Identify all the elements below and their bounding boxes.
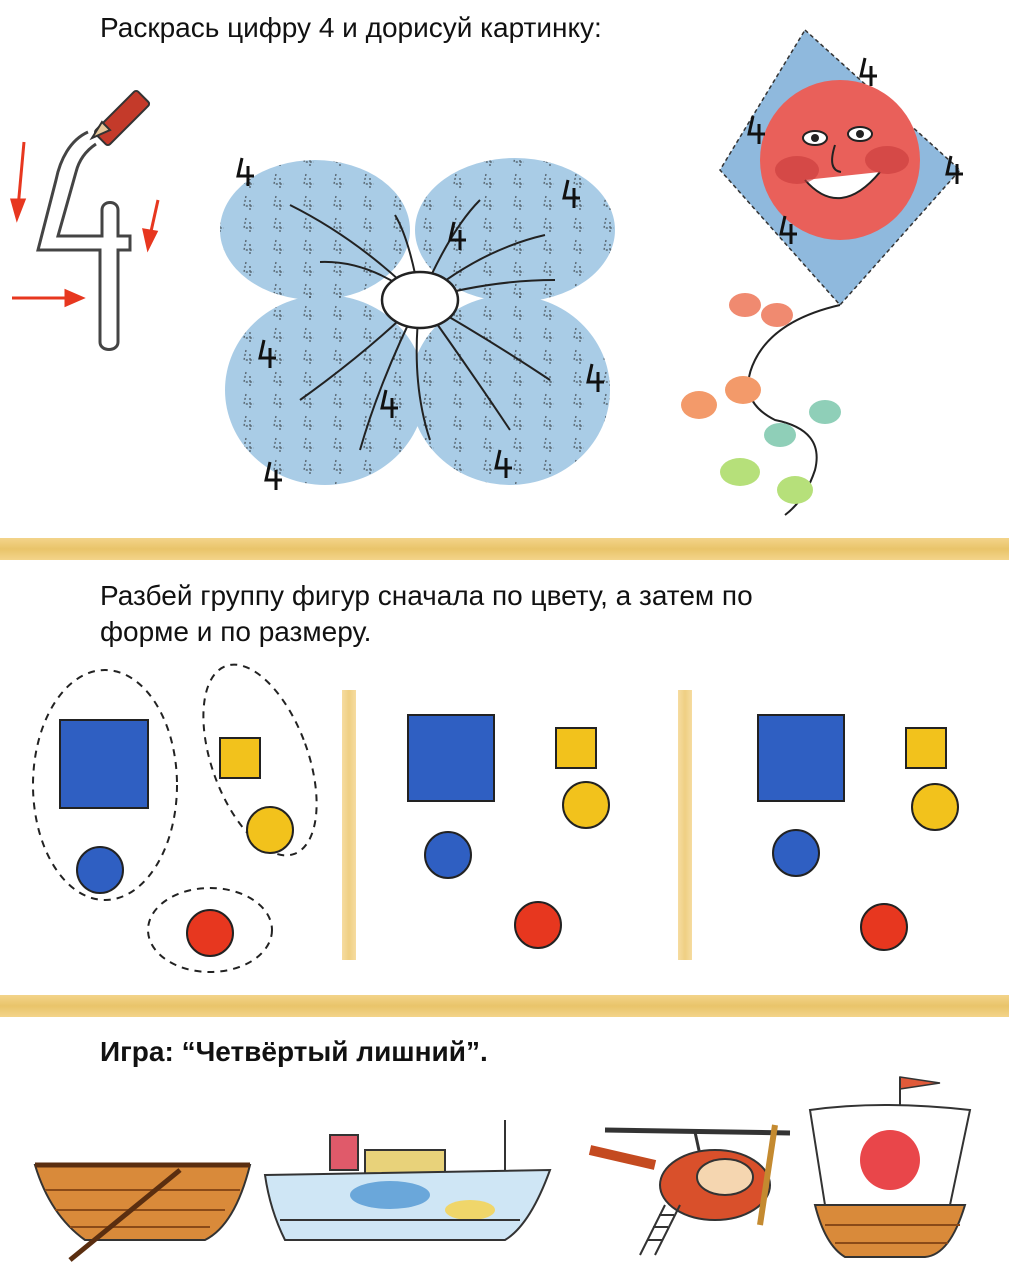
task1-title: Раскрась цифру 4 и дорисуй картинку: bbox=[100, 12, 602, 43]
kite-picture bbox=[665, 20, 985, 520]
panel-divider-2 bbox=[678, 690, 692, 960]
red-circle bbox=[515, 902, 561, 948]
big-blue-square bbox=[60, 720, 148, 808]
yellow-circle bbox=[912, 784, 958, 830]
big-blue-square bbox=[758, 715, 844, 801]
yellow-circle bbox=[563, 782, 609, 828]
digit-4-outline bbox=[38, 132, 130, 350]
digit-4-tracing bbox=[0, 60, 180, 360]
separator-band-2 bbox=[0, 995, 1009, 1017]
rowboat-picture bbox=[30, 1145, 260, 1265]
shapes-panel-3 bbox=[730, 665, 1000, 965]
shapes-panel-2 bbox=[380, 665, 680, 965]
red-arrow-right-down bbox=[144, 200, 158, 248]
butterfly-body bbox=[382, 272, 458, 328]
red-arrow-left bbox=[12, 142, 24, 218]
small-yellow-square bbox=[220, 738, 260, 778]
task2-title-line1: Разбей группу фигур сначала по цвету, а затем по bbox=[100, 580, 753, 611]
task2-title-line2: форме и по размеру. bbox=[100, 616, 372, 647]
small-yellow-square bbox=[556, 728, 596, 768]
separator-band-1 bbox=[0, 538, 1009, 560]
shapes-panel-1 bbox=[20, 665, 340, 985]
blue-circle bbox=[425, 832, 471, 878]
butterfly-picture bbox=[210, 150, 630, 495]
yellow-circle bbox=[247, 807, 293, 853]
helicopter-picture bbox=[585, 1105, 805, 1260]
steamship-picture bbox=[260, 1115, 560, 1250]
kite-bows bbox=[681, 293, 841, 504]
blue-circle bbox=[77, 847, 123, 893]
red-circle bbox=[861, 904, 907, 950]
task3-title: Игра: “Четвёртый лишний”. bbox=[100, 1036, 488, 1067]
small-yellow-square bbox=[906, 728, 946, 768]
blue-circle bbox=[773, 830, 819, 876]
red-arrow-bottom bbox=[12, 291, 82, 305]
panel-divider-1 bbox=[342, 690, 356, 960]
big-blue-square bbox=[408, 715, 494, 801]
pencil-icon bbox=[92, 90, 150, 147]
red-circle bbox=[187, 910, 233, 956]
sailboat-picture bbox=[800, 1075, 980, 1260]
